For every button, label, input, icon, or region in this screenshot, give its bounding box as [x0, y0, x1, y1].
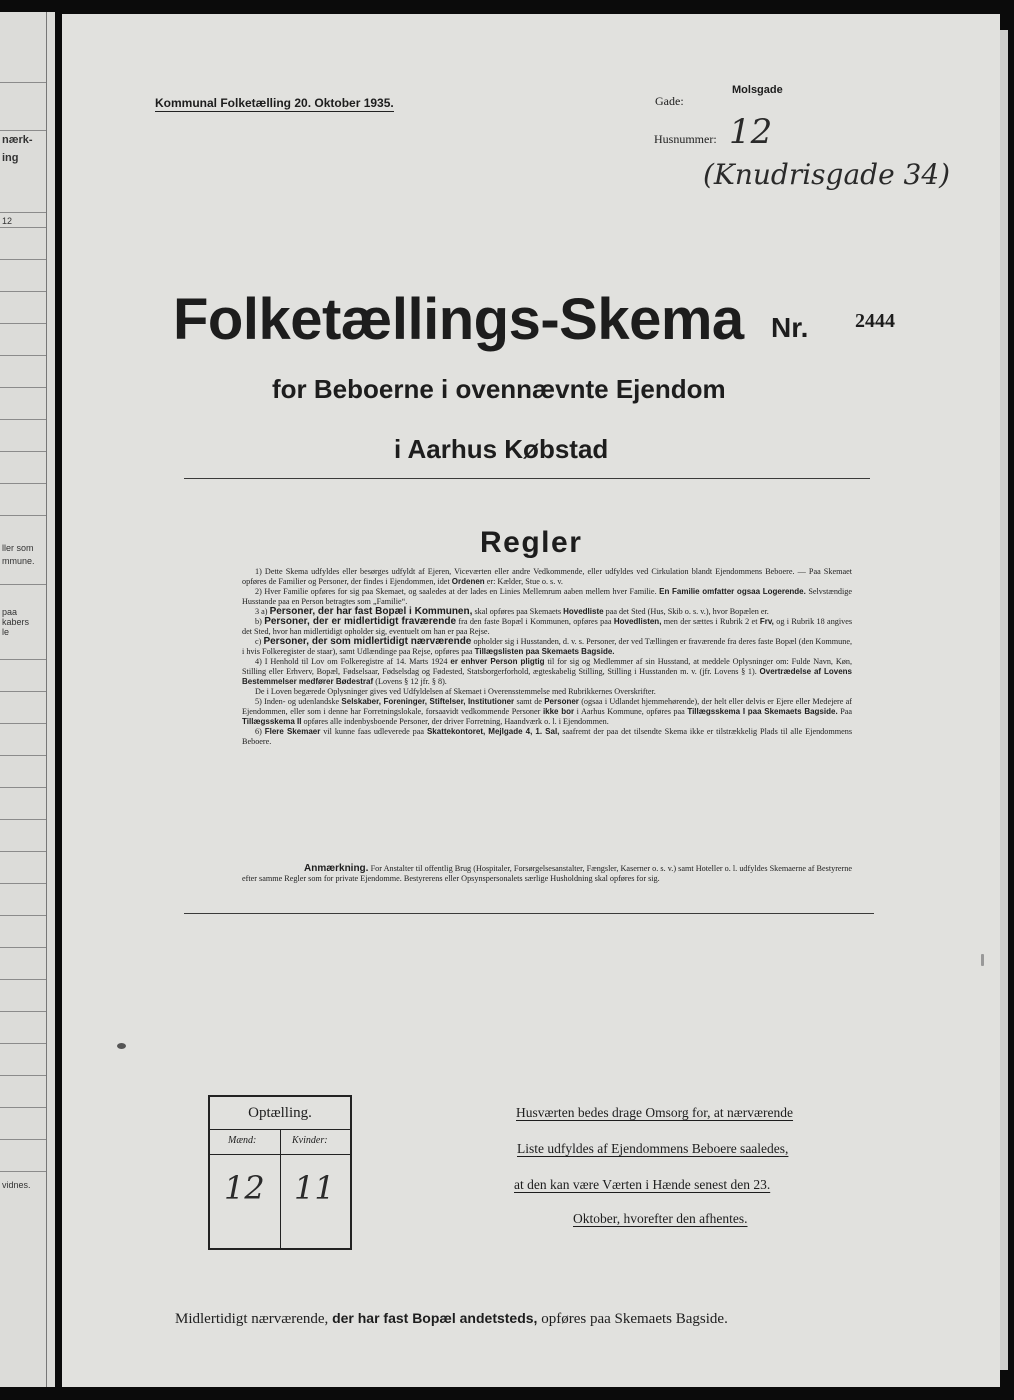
previous-page-margin-line	[46, 12, 47, 1387]
rules-text	[242, 567, 852, 747]
rule-4-continued: De i Loven begærede Oplysninger gives ved Udfyldelsen af Skemaet i Overensstemmelse med Rubrikkernes Overskrifter.	[255, 687, 656, 696]
count-box-rule	[210, 1154, 350, 1155]
count-box-title: Optælling.	[210, 1097, 350, 1130]
remark-label: Anmærkning.	[304, 863, 369, 874]
previous-page-rule	[0, 1107, 46, 1108]
rule-1: 1) Dette Skema udfyldes eller besørges udfyldt af Ejeren, Viceværten eller andre Vedkommende, eller udfyldes ved Cirkulation blandt Ejendommens Beboere. — Paa Skemaet opføres de Familier og Personer, der findes i Ejendommen, idet Ordenen er: Kælder, Stue o. s. v.	[242, 567, 852, 586]
count-box-divider	[280, 1130, 281, 1248]
rule-6: 6) Flere Skemaer vil kunne faas udleverede paa Skattekontoret, Mejlgade 4, 1. Sal, saafremt der paa det tilsendte Skema ikke er tilstrækkelig Plads til alle Ejendommens Beboere.	[242, 727, 853, 746]
previous-page-rule	[0, 515, 46, 516]
nr-label: Nr.	[771, 312, 809, 343]
previous-page-rule	[0, 1043, 46, 1044]
rules-heading: Regler	[480, 526, 583, 559]
previous-page-rule	[0, 1075, 46, 1076]
previous-page-rule	[0, 947, 46, 948]
previous-page-rule	[0, 787, 46, 788]
remark-text: For Anstalter til offentlig Brug (Hospitaler, Forsørgelsesanstalter, Fængsler, Kaserner o. s. v.) samt Hoteller o. l. udfyldes Skemaerne af Bestyrerne efter samme Regler som for private Ejendomme. Bestyrerens eller Opsynspersonalets særlige Husholdning skal opføres for sig.	[242, 864, 853, 883]
divider	[184, 478, 870, 479]
previous-page-fragment: ller som	[2, 543, 34, 553]
previous-page-rule	[0, 584, 46, 585]
previous-page-rule	[0, 1139, 46, 1140]
previous-page-rule	[0, 483, 46, 484]
rule-5: 5) Inden- og udenlandske Selskaber, Foreninger, Stiftelser, Institutioner samt de Personer (ogsaa i Udlandet hjemmehørende), der helt eller delvis er Ejere eller Medejere af Ejendommen, eller som i denne har Forretningslokale, forsaavidt vedkommende Personer ikke bor i Aarhus Kommune, opføres paa Tillægsskema I paa Skemaets Bagside. Paa Tillægsskema II opføres alle indenbysboende Personer, der driver Forretning, Haandværk o. l. i Ejendommen.	[242, 697, 853, 726]
men-count-handwritten: 12	[224, 1169, 265, 1207]
landlord-notice-line: Husværten bedes drage Omsorg for, at nærværende	[516, 1105, 794, 1120]
ink-blot	[117, 1043, 126, 1049]
alternate-address-handwritten: (Knudrisgade 34)	[703, 158, 951, 191]
house-number-handwritten: 12	[729, 112, 773, 152]
census-form-page	[62, 14, 1000, 1387]
previous-page-rule	[0, 819, 46, 820]
form-subtitle: i Aarhus Købstad	[394, 434, 609, 464]
previous-page-strip	[0, 12, 55, 1387]
women-count-handwritten: 11	[294, 1169, 335, 1207]
previous-page-rule	[0, 355, 46, 356]
footer-note: Midlertidigt nærværende, der har fast Bopæl andetsteds, opføres paa Skemaets Bagside.	[175, 1310, 728, 1327]
previous-page-fragment: le	[2, 627, 10, 637]
previous-page-rule	[0, 259, 46, 260]
landlord-notice-line: at den kan være Værten i Hænde senest den 23.	[514, 1177, 771, 1192]
previous-page-rule	[0, 979, 46, 980]
previous-page-fragment: vidnes.	[2, 1180, 31, 1190]
previous-page-fragment: mmune.	[2, 556, 35, 566]
census-header: Kommunal Folketælling 20. Oktober 1935.	[155, 96, 394, 110]
previous-page-rule	[0, 723, 46, 724]
men-label: Mænd:	[228, 1135, 257, 1146]
previous-page-rule	[0, 1011, 46, 1012]
count-box	[208, 1095, 352, 1250]
divider	[184, 913, 874, 914]
previous-page-rule	[0, 323, 46, 324]
rule-4: 4) I Henhold til Lov om Folkeregistre af 14. Marts 1924 er enhver Person pligtig til for sig og Medlemmer af sin Husstand, at meddele Oplysninger om: Fulde Navn, Køn, Stilling eller Erhverv, Bopæl, Fødselsaar, Fødselsdag og Fødested, Statsborgerforhold, ægteskabelig Stilling, Stilling i Husstanden m. v. (jfr. Lovens § 1). Overtrædelse af Lovens Bestemmelser medfører Bødestraf (Lovens § 12 jfr. § 8).	[242, 657, 853, 686]
previous-page-rule	[0, 691, 46, 692]
previous-page-fragment: nærk-	[2, 134, 33, 146]
ink-blot	[981, 954, 984, 966]
previous-page-rule	[0, 659, 46, 660]
previous-page-rule	[0, 851, 46, 852]
previous-page-rule	[0, 1171, 46, 1172]
previous-page-rule	[0, 212, 46, 213]
women-label: Kvinder:	[292, 1135, 328, 1146]
house-number-label: Husnummer:	[654, 132, 717, 146]
previous-page-fragment: kabers	[2, 617, 30, 627]
form-subtitle: for Beboerne i ovennævnte Ejendom	[272, 374, 726, 404]
remark	[242, 864, 852, 884]
previous-page-fragment: ing	[2, 152, 19, 164]
previous-page-rule	[0, 130, 46, 131]
street-label: Gade:	[655, 94, 684, 108]
rule-3c: c) Personer, der som midlertidigt nærværende opholder sig i Husstanden, d. v. s. Personer, der ved Tællingen er fraværende fra deres faste Bopæl (den Kommune, i hvis Folkeregister de staar), samt Udlændinge paa Rejse, opføres paa Tillægslisten paa Skemaets Bagside.	[242, 636, 853, 656]
rule-3a: 3 a) Personer, der har fast Bopæl i Kommunen, skal opføres paa Skemaets Hovedliste paa det Sted (Hus, Skib o. s. v.), hvor Bopælen er.	[255, 606, 769, 617]
previous-page-rule	[0, 915, 46, 916]
previous-page-rule	[0, 387, 46, 388]
landlord-notice-line: Liste udfyldes af Ejendommens Beboere saaledes,	[517, 1141, 789, 1156]
previous-page-rule	[0, 227, 46, 228]
landlord-notice-line: Oktober, hvorefter den afhentes.	[573, 1211, 748, 1226]
previous-page-rule	[0, 451, 46, 452]
previous-page-rule	[0, 419, 46, 420]
previous-page-rule	[0, 883, 46, 884]
form-number-stamp: 2444	[855, 310, 895, 332]
street-stamp: Molsgade	[732, 84, 783, 96]
rule-2: 2) Hver Familie opføres for sig paa Skemaet, og saaledes at der lades en Linies Mellemrum aaben mellem hver Familie. En Familie omfatter ogsaa Logerende. Selvstændige Husstande paa en Person betragtes som „Familie“.	[242, 587, 853, 606]
previous-page-fragment: paa	[2, 607, 18, 617]
previous-page-rule	[0, 82, 46, 83]
previous-page-rule	[0, 291, 46, 292]
rule-3b: b) Personer, der er midlertidigt fraværende fra den faste Bopæl i Kommunen, opføres paa Hovedlisten, men der sættes i Rubrik 2 et Frv, og i Rubrik 18 angives det Sted, hvor han midlertidigt opholder sig, eventuelt om han er paa Rejse.	[242, 616, 853, 636]
previous-page-rule	[0, 755, 46, 756]
previous-page-fragment: 12	[2, 216, 13, 226]
form-title: Folketællings-Skema	[173, 287, 744, 352]
